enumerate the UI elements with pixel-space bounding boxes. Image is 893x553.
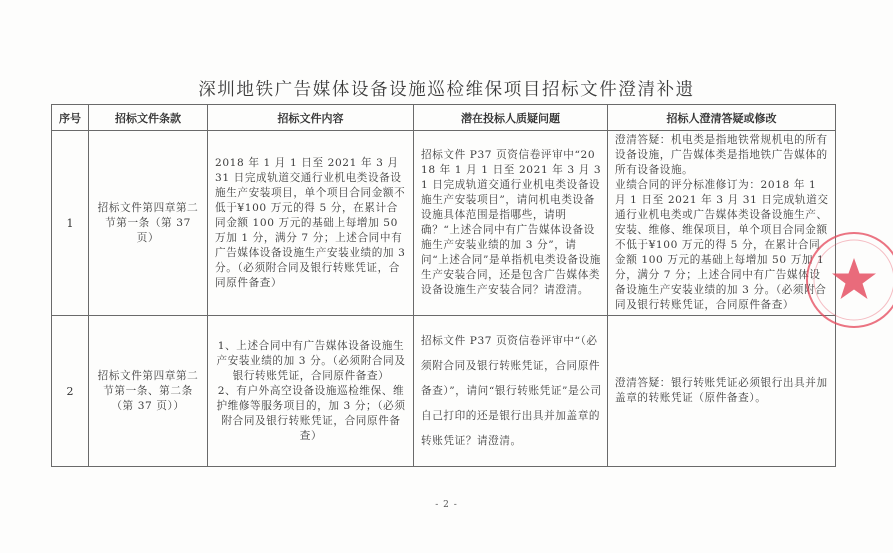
content-item-2: 2、有户外高空设备设施巡检维保、维护维修等服务项目的，加 3 分；（必须附合同及银行转账凭证，合同原件备查） <box>216 384 406 442</box>
row-number: 2 <box>52 316 89 467</box>
clause-text: 招标文件第四章第二节第一条、第二条（第 37 页）） <box>97 369 199 412</box>
content-text: 2018 年 1 月 1 日至 2021 年 3 月 31 日完成轨道交通行业机电类设备设施生产安装项目，单个项目合同金额不低于¥100 万元的得 5 分，在累计合同金额 100 万元的基础上每增加 50 万加 1 分，满分 7 分；上述合同中有广告媒体设备设施生产安装业绩的加 3 分。（必须附合同及银行转账凭证，合同原件备查） <box>215 156 406 289</box>
header-content: 招标文件内容 <box>208 105 414 131</box>
content-item-1: 1、上述合同中有广告媒体设备设施生产安装业绩的加 3 分。（必须附合同及银行转账凭证，合同原件备查） <box>216 339 406 382</box>
answer-clarification: 澄清答疑：机电类是指地铁常规机电的所有设备设施，广告媒体类是指地铁广告媒体的所有设备设施。 <box>615 134 828 176</box>
header-answer: 招标人澄清答疑或修改 <box>608 105 836 131</box>
document-title: 深圳地铁广告媒体设备设施巡检维保项目招标文件澄清补遗 <box>198 80 695 100</box>
table-header-row <box>52 105 836 131</box>
answer-cell <box>608 316 836 467</box>
content-cell <box>208 316 414 467</box>
table-row <box>52 131 836 316</box>
answer-revision: 业绩合同的评分标准修订为：2018 年 1 月 1 日至 2021 年 3 月 31 日完成轨道交通行业机电类或广告媒体类设备设施生产、安装、维修、维保项目，单个项目合同金额不低于¥100 万元的得 5 分，在累计合同金额 100 万元的基础上每增加 50 万加 1 分，满分 7 分；上述合同中有广告媒体设备设施生产安装业绩的加 3 分。（必须附合同及银行转账凭证，合同原件备查） <box>615 179 829 311</box>
clause-cell <box>89 131 208 316</box>
header-question: 潜在投标人质疑问题 <box>414 105 608 131</box>
table-row <box>52 316 836 467</box>
content-cell <box>208 131 414 316</box>
answer-text: 澄清答疑：银行转账凭证必须银行出具并加盖章的转账凭证（原件备查）。 <box>615 377 828 404</box>
question-text: 招标文件 P37 页资信卷评审中“（必须附合同及银行转账凭证，合同原件备查）”，请问“银行转账凭证”是公司自己打印的还是银行出具并加盖章的转账凭证？请澄清。 <box>421 334 602 447</box>
question-cell <box>414 131 608 316</box>
clause-text: 招标文件第四章第二节第一条（第 37 页） <box>97 201 199 244</box>
header-no: 序号 <box>52 105 89 131</box>
row-number: 1 <box>52 131 89 316</box>
question-text: 招标文件 P37 页资信卷评审中“2018 年 1 月 1 日至 2021 年 3 月 31 日完成轨道交通行业机电类设备设施生产安装项目”，请问机电类设备设施具体范围是指哪些，请明确？“上述合同中有广告媒体设备设施生产安装业绩的加 3 分”，请问“上述合同”是单指机电类设备设施生产安装合同，还是包含广告媒体类设备设施生产安装合同？请澄清。 <box>421 149 602 296</box>
header-clause: 招标文件条款 <box>89 105 208 131</box>
answer-cell <box>608 131 836 316</box>
page-number: - 2 - <box>435 500 458 510</box>
clause-cell <box>89 316 208 467</box>
question-cell <box>414 316 608 467</box>
clarification-table <box>51 104 836 467</box>
